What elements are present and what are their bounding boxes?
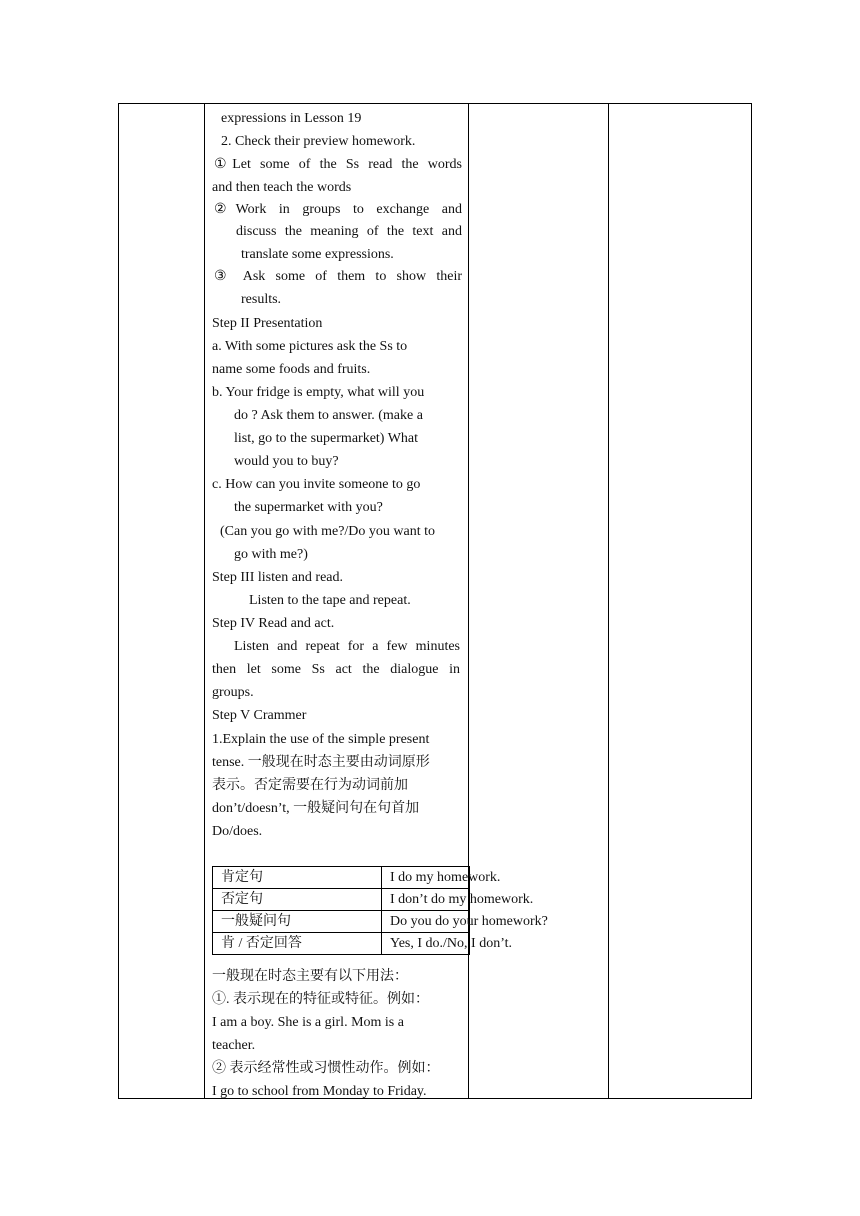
text-line: do ? Ask them to answer. (make a bbox=[234, 408, 423, 423]
table-cell: 否定句 bbox=[213, 889, 382, 911]
grammar-table bbox=[212, 866, 548, 955]
step-heading: Step II Presentation bbox=[212, 316, 323, 331]
text-line: (Can you go with me?/Do you want to bbox=[220, 524, 436, 539]
text-line: Do/does. bbox=[212, 824, 263, 839]
text-line: translate some expressions. bbox=[241, 247, 394, 262]
text-line: go with me?) bbox=[234, 547, 308, 562]
column-divider bbox=[608, 104, 609, 1098]
text-line: the supermarket with you? bbox=[234, 500, 383, 515]
step-heading: Step V Crammer bbox=[212, 708, 307, 723]
text-line: would you to buy? bbox=[234, 454, 339, 469]
text-line: b. Your fridge is empty, what will you bbox=[212, 385, 425, 400]
step-heading: Step IV Read and act. bbox=[212, 616, 335, 631]
text-line: results. bbox=[241, 292, 282, 307]
table-cell: 一般疑问句 bbox=[213, 911, 382, 933]
text-line: Listen to the tape and repeat. bbox=[249, 593, 411, 608]
table-cell: Do you do your homework? bbox=[382, 911, 470, 933]
table-row bbox=[213, 867, 470, 889]
text-line: 表示。否定需要在行为动词前加 bbox=[212, 778, 408, 793]
text-line: c. How can you invite someone to go bbox=[212, 477, 421, 492]
text-line: 1.Explain the use of the simple present bbox=[212, 732, 430, 747]
table-row bbox=[213, 911, 470, 933]
table-cell: 肯 / 否定回答 bbox=[213, 933, 382, 955]
text-line: ①Let some of the Ss read the words bbox=[214, 157, 462, 172]
table-cell: Yes, I do./No, I don’t. bbox=[382, 933, 470, 955]
text-line: 2. Check their preview homework. bbox=[221, 134, 416, 149]
text-line: Listen and repeat for a few minutes bbox=[234, 639, 460, 654]
text-line: ③ Ask some of them to show their bbox=[214, 269, 462, 284]
text-line: list, go to the supermarket) What bbox=[234, 431, 419, 446]
text-line: discuss the meaning of the text and bbox=[236, 224, 462, 239]
text-line: groups. bbox=[212, 685, 254, 700]
text-line: expressions in Lesson 19 bbox=[221, 111, 362, 126]
text-line: tense. 一般现在时态主要由动词原形 bbox=[212, 755, 430, 770]
table-cell: I don’t do my homework. bbox=[382, 889, 470, 911]
text-line: ② 表示经常性或习惯性动作。例如： bbox=[212, 1061, 440, 1076]
table-cell: 肯定句 bbox=[213, 867, 382, 889]
text-line: ②Work in groups to exchange and bbox=[214, 202, 462, 217]
text-line: 一般现在时态主要有以下用法： bbox=[212, 969, 408, 984]
text-line: I am a boy. She is a girl. Mom is a bbox=[212, 1015, 404, 1030]
text-line: ①. 表示现在的特征或特征。例如： bbox=[212, 992, 429, 1007]
text-line: don’t/doesn’t, 一般疑问句在句首加 bbox=[212, 801, 420, 816]
text-line: and then teach the words bbox=[212, 180, 352, 195]
teaching-procedure-cell bbox=[204, 104, 548, 1099]
text-line: teacher. bbox=[212, 1038, 256, 1053]
text-line: name some foods and fruits. bbox=[212, 362, 371, 377]
table-row bbox=[213, 933, 470, 955]
lesson-table bbox=[118, 103, 752, 1099]
table-cell: I do my homework. bbox=[382, 867, 470, 889]
text-line: then let some Ss act the dialogue in bbox=[212, 662, 460, 677]
table-row bbox=[213, 889, 470, 911]
text-line: I go to school from Monday to Friday. bbox=[212, 1084, 427, 1099]
text-line: a. With some pictures ask the Ss to bbox=[212, 339, 408, 354]
step-heading: Step III listen and read. bbox=[212, 570, 344, 585]
